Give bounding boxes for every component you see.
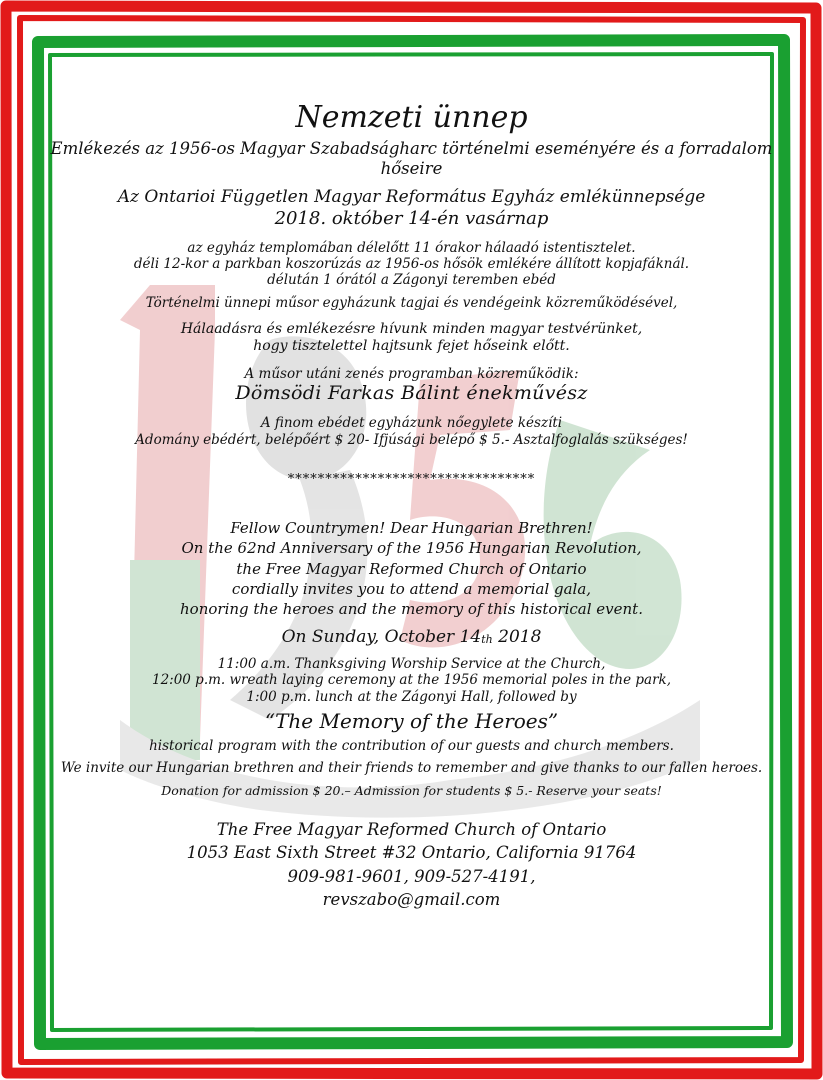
schedule-hu-3: délután 1 órától a Zágonyi teremben ebéd (267, 272, 556, 289)
program-en: historical program with the contribution of our guests and church members. (149, 737, 674, 754)
invitation-content (50, 100, 773, 912)
event-date-en-year: 2018 (492, 627, 542, 648)
event-date-en-suffix: th (481, 633, 493, 647)
event-date-en-prefix: On Sunday, October 14 (281, 627, 482, 648)
greeting-en-1: Fellow Countrymen! Dear Hungarian Brethren! (230, 519, 593, 537)
greeting-en-5: honoring the heroes and the memory of this historical event. (180, 600, 643, 618)
schedule-en-2: 12:00 p.m. wreath laying ceremony at the 1956 memorial poles in the park, (151, 672, 672, 689)
schedule-hu-2: déli 12-kor a parkban koszorúzás az 1956-os hősök emlékére állított kopjafáknál. (133, 256, 690, 272)
event-date-en (60, 627, 763, 648)
event-date-hu: 2018. október 14-én vasárnap (274, 207, 549, 229)
phone-numbers: 909-981-9601, 909-527-4191, (287, 866, 536, 886)
gala-title: “The Memory of the Heroes” (264, 709, 559, 734)
performer-name: Dömsödi Farkas Bálint énekművész (235, 382, 588, 405)
program-hu: Történelmi ünnepi műsor egyházunk tagjai és vendégeink közreműködésével, (145, 294, 678, 311)
schedule-en-3: 1:00 p.m. lunch at the Zágonyi Hall, followed by (246, 688, 577, 705)
music-intro: A műsor utáni zenés programban közreműködik: (244, 365, 579, 382)
lunch-hu: A finom ebédet egyházunk nőegylete készíti (260, 415, 563, 432)
greeting-en-2: On the 62nd Anniversary of the 1956 Hungarian Revolution, (181, 539, 642, 558)
organizer-line: Az Ontarioi Független Magyar Református Egyház emlékünnepsége (117, 186, 706, 207)
separator: ********************************* (287, 472, 536, 488)
church-name: The Free Magyar Reformed Church of Ontario (216, 819, 607, 839)
donation-hu: Adomány ebédért, belépőért $ 20- Ifjúsági belépő $ 5.- Asztalfoglalás szükséges! (135, 431, 688, 448)
invite-en: We invite our Hungarian brethren and their friends to remember and give thanks to our fallen heroes. (60, 760, 763, 777)
invite-hu-2: hogy tisztelettel hajtsunk fejet hőseink előtt. (253, 338, 570, 355)
invite-hu-1: Hálaadásra és emlékezésre hívunk minden magyar testvérünket, (180, 321, 643, 338)
email-address: revszabo@gmail.com (322, 890, 501, 910)
schedule-hu-1: az egyház templomában délelőtt 11 órakor hálaadó istentisztelet. (187, 239, 636, 256)
page-title: Nemzeti ünnep (295, 100, 528, 135)
greeting-en-4: cordially invites you to attend a memorial gala, (231, 579, 592, 598)
donation-en: Donation for admission $ 20.– Admission for students $ 5.- Reserve your seats! (161, 782, 662, 798)
church-address: 1053 East Sixth Street #32 Ontario, California 91764 (186, 843, 637, 863)
subtitle: Emlékezés az 1956-os Magyar Szabadságharc történelmi eseményére és a forradalom hőseire (50, 138, 773, 178)
schedule-en-1: 11:00 a.m. Thanksgiving Worship Service at the Church, (217, 655, 606, 672)
greeting-en-3: the Free Magyar Reformed Church of Ontario (236, 559, 587, 578)
contact-block (60, 818, 763, 912)
